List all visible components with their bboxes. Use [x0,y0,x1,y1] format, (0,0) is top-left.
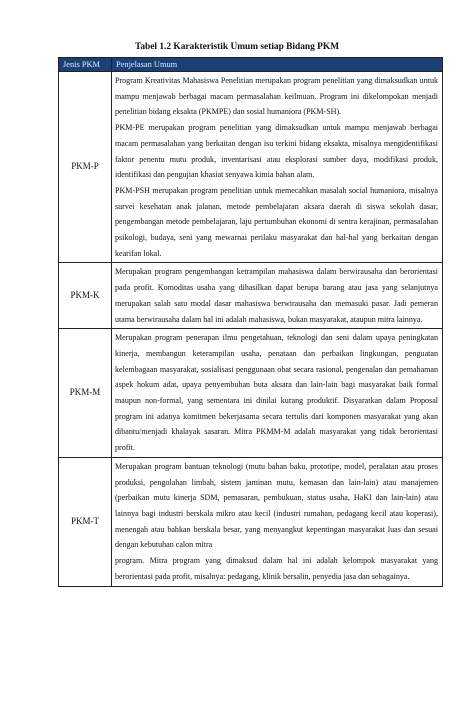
table-row [59,263,443,329]
table-header-row [59,58,443,72]
pkm-type-cell: PKM-K [59,263,112,329]
description-paragraph: PKM-PSH merupakan program penelitian untuk memecahkan masalah social humaniora, misalnya survei kesehatan anak jalanan, metode pembelajaran aksara daerah di siswa sekolah dasar, pengembangan metode pembelajaran, laju pertumbuhan ekonomi di sentra kerajinan, permasalahan psikologi, budaya, seni yang mewarnai perilaku masyarakat dan hal-hal yang berkaitan dengan kearifan lokal. [115,185,438,258]
table-row [59,72,443,263]
description-paragraph: Program Kreativitas Mahasiswa Penelitian merupakan program penelitian yang dimaksudkan untuk mampu menjawab berbagai macam permasalahan keilmuan. Program ini dikelompokan menjadi penelitian bidang eksakta (PKMPE) dan sosial humaniora (PKM-SH). [115,76,438,117]
description-cell [112,72,443,263]
table-row [59,457,443,586]
description-cell [112,329,443,458]
table-row [59,329,443,458]
description-cell [112,263,443,329]
description-cell [112,457,443,586]
description-paragraph: program. Mitra program yang dimaksud dalam hal ini adalah kelompok masyarakat yang berorientasi pada profit, misalnya: pedagang, klinik bersalin, penyedia jasa dan sebagainya. [115,556,438,581]
pkm-type-cell: PKM-M [59,329,112,458]
header-penjelasan-umum: Penjelasan Umum [112,58,443,72]
pkm-type-cell: PKM-T [59,457,112,586]
pkm-type-cell: PKM-P [59,72,112,263]
description-paragraph: Merupakan program penerapan ilmu pengetahuan, teknologi dan seni dalam upaya peningkatan kinerja, membangun keterampilan usaha, penataan dan perbaikan lingkungan, penguatan kelembagaan masyarakat, sosialisasi penggunaan obat secara rasional, pengenalan dan pemahaman aspek hokum adat, upaya penyembuhan buta aksara dan lain-lain bagi masyarakat baik formal maupun non-formal, yang sementara ini dinilai kurang produktif. Disyaratkan dalam Proposal program ini adanya komitmen bekerjasama secara tertulis dari komponen masyarakat yang akan dibantu/menjadi khalayak sasaran. Mitra PKMM-M adalah masyarakat yang tidak berorientasi profit. [115,333,438,453]
description-paragraph: PKM-PE merupakan program penelitian yang dimaksudkan untuk mampu menjawab berbagai macam permasalahan yang berkaitan dengan isu terkini bidang eksakta, misalnya mengidentifikasi faktor penentu mutu produk, inventarisasi atau eksplorasi sumber daya, modifikasi produk, identifikasi dan pengujian khasiat senyawa kimia bahan alam. [115,123,438,180]
description-paragraph: Merupakan program bantuan teknologi (mutu bahan baku, prototipe, model, peralatan atau proses produksi, pengolahan limbah, sistem jaminan mutu, kemasan dan lain-lain) atau manajemen (perbaikan mutu kinerja SDM, pemasaran, pembukuan, status usaha, HaKI dan lain-lain) atau lainnya bagi industri berskala mikro atau kecil (industri rumahan, pedagang kecil atau koperasi), menengah atau bahkan berskala besar, yang menyangkut kepentingan masyarakat luas dan sesuai dengan kebutuhan calon mitra [115,461,438,550]
header-jenis-pkm: Jenis PKM [59,58,112,72]
table-caption: Tabel 1.2 Karakteristik Umum setiap Bidang PKM [134,42,340,52]
description-paragraph: Merupakan program pengembangan ketrampilan mahasiswa dalam berwirausaha dan berorientasi pada profit. Komoditas usaha yang dihasilkan dapat berupa barang atau jasa yang selanjutnya merupakan salah satu modal dasar mahasiswa berwirausaha dan memasuki pasar. Jadi pemeran utama berwirausaha dalam hal ini adalah mahasiswa, bukan masyarakat, ataupun mitra lainnya. [115,267,438,324]
pkm-characteristics-table [58,57,443,587]
